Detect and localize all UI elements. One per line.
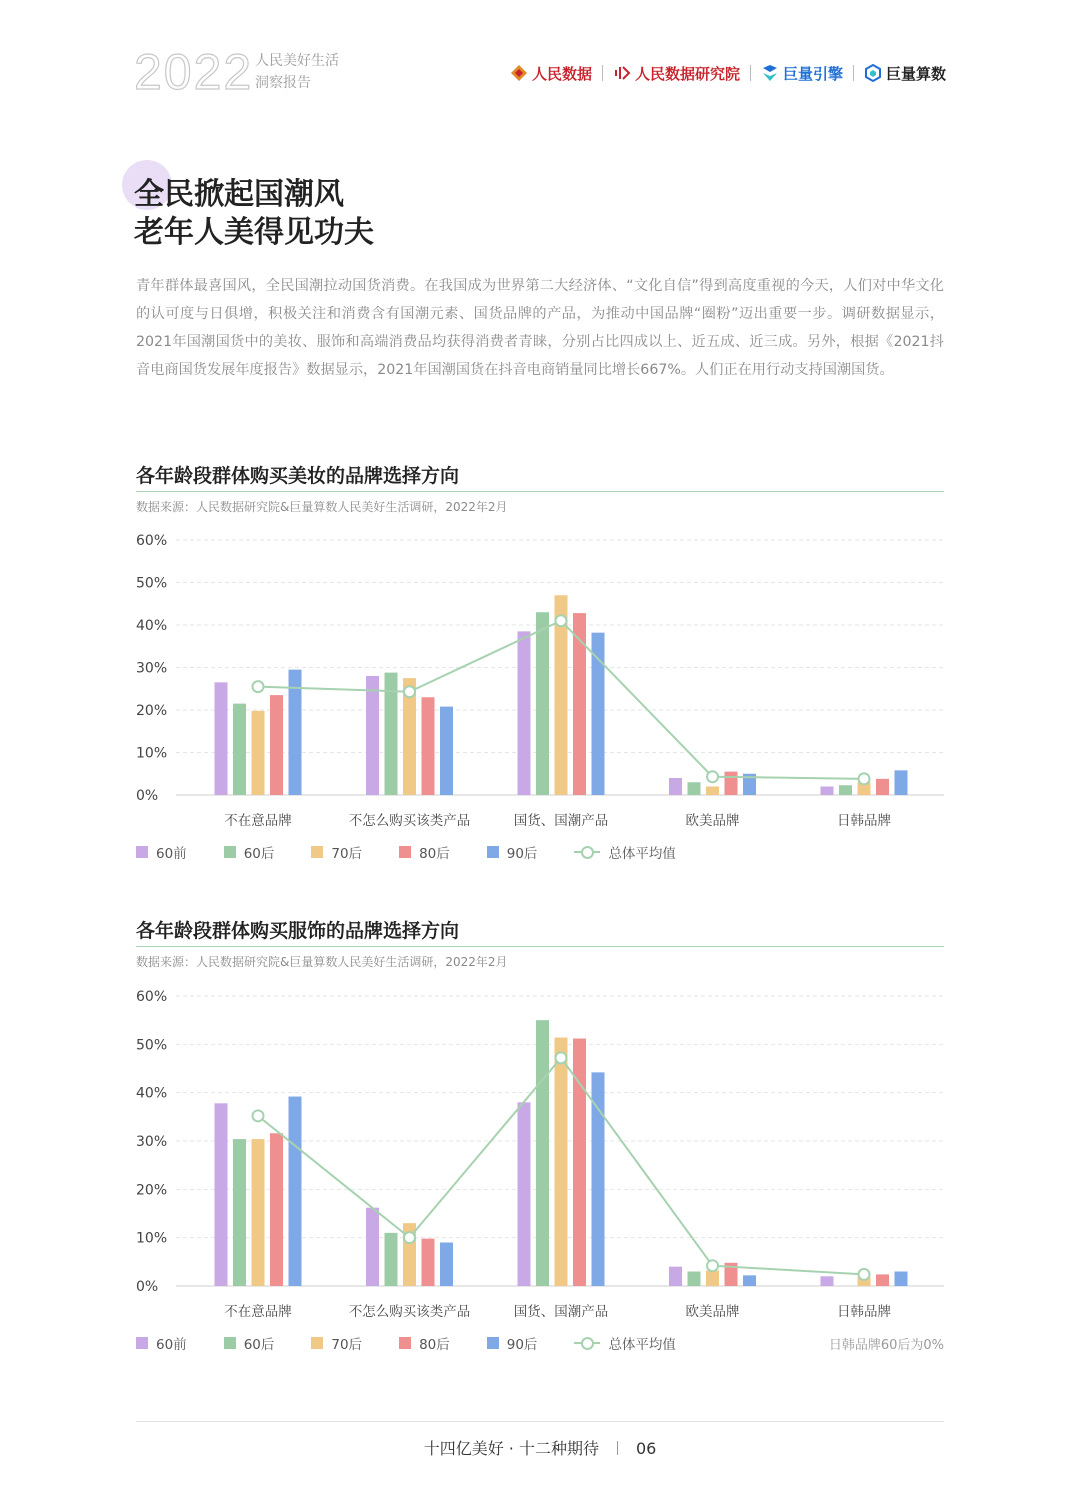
bar-4-cat-2: [592, 1072, 605, 1286]
diamond-logo-icon: [510, 64, 528, 82]
bar-0-cat-3: [669, 1267, 682, 1286]
page-header: [0, 0, 1080, 110]
bar-3-cat-0: [270, 1133, 283, 1286]
legend-label: 60前: [156, 846, 187, 862]
bar-2-cat-0: [252, 711, 265, 795]
bar-2-cat-3: [706, 787, 719, 796]
average-point-4: [859, 1269, 870, 1280]
bar-0-cat-1: [366, 676, 379, 795]
ocean-analytics-logo-icon: [864, 64, 882, 82]
report-year: 2022: [134, 44, 254, 100]
bar-1-cat-3: [688, 782, 701, 795]
average-point-2: [556, 615, 567, 626]
x-category-label: 日韩品牌: [837, 1304, 891, 1320]
bar-2-cat-2: [555, 1038, 568, 1286]
logo-ocean-analytics-text: 巨量算数: [885, 64, 946, 83]
y-tick-label: 40%: [136, 1085, 168, 1102]
bar-0-cat-2: [518, 631, 531, 795]
legend-item-60-before: [136, 842, 187, 862]
report-subtitle-line1: 人民美好生活: [255, 53, 339, 69]
report-subtitle-line2: 洞察报告: [255, 75, 311, 91]
x-category-label: 欧美品牌: [685, 1304, 740, 1320]
y-tick-label: 50%: [136, 575, 168, 592]
bar-3-cat-4: [876, 779, 889, 795]
average-point-1: [404, 686, 415, 697]
y-tick-label: 60%: [136, 533, 168, 549]
x-category-label: 国货、国潮产品: [513, 1304, 609, 1320]
partner-logos: [510, 58, 946, 88]
chart1-legend: [136, 842, 713, 862]
bar-4-cat-2: [592, 633, 605, 795]
logo-divider: [853, 65, 854, 81]
average-point-2: [556, 1052, 567, 1063]
x-category-label: 不怎么购买该类产品: [348, 1304, 471, 1320]
bar-4-cat-1: [440, 707, 453, 795]
logo-ocean-engine-text: 巨量引擎: [782, 64, 843, 83]
chart2-apparel-brand-choice: [0, 982, 1080, 1322]
bar-3-cat-1: [422, 1239, 435, 1286]
legend-item-90s: [487, 1333, 538, 1353]
footer-divider: [617, 1441, 618, 1455]
y-tick-label: 20%: [136, 1182, 168, 1199]
average-point-0: [253, 681, 264, 692]
bar-0-cat-0: [215, 682, 228, 795]
legend-label: 80后: [419, 1337, 450, 1353]
logo-divider: [602, 65, 603, 81]
y-tick-label: 10%: [136, 745, 168, 762]
logo-divider: [750, 65, 751, 81]
legend-item-80s: [399, 1333, 450, 1353]
average-point-3: [707, 771, 718, 782]
chart1-title: 各年龄段群体购买美妆的品牌选择方向: [136, 465, 460, 487]
legend-swatch: [136, 846, 148, 858]
legend-item-60-before: [136, 1333, 187, 1353]
ocean-engine-logo-icon: [761, 64, 779, 82]
chart2-legend: [136, 1333, 713, 1353]
chart1-beauty-brand-choice: [0, 525, 1080, 830]
y-tick-label: 10%: [136, 1230, 168, 1247]
average-point-1: [404, 1232, 415, 1243]
page-footer: [0, 1436, 1080, 1459]
bar-1-cat-2: [536, 612, 549, 795]
bar-1-cat-0: [233, 1139, 246, 1286]
logo-ocean-analytics: [864, 63, 946, 84]
bar-4-cat-4: [895, 1272, 908, 1287]
legend-swatch: [136, 1337, 148, 1349]
chart2-footnote: 日韩品牌60后为0%: [828, 1338, 944, 1353]
bar-0-cat-3: [669, 778, 682, 795]
x-category-label: 不在意品牌: [224, 1304, 292, 1320]
x-category-label: 不怎么购买该类产品: [348, 813, 471, 829]
legend-swatch: [487, 846, 499, 858]
x-category-label: 欧美品牌: [685, 813, 740, 829]
legend-item-60s: [224, 1333, 275, 1353]
legend-label: 70后: [331, 1337, 363, 1353]
bar-0-cat-4: [821, 1276, 834, 1286]
legend-label: 90后: [506, 846, 538, 862]
logo-ocean-engine: [761, 63, 843, 84]
legend-swatch: [399, 846, 411, 858]
chart2-title: 各年龄段群体购买服饰的品牌选择方向: [136, 920, 460, 942]
legend-label: 60后: [243, 1337, 275, 1353]
section-title-line1: 全民掀起国潮风: [134, 177, 344, 212]
legend-swatch: [224, 1337, 236, 1349]
bar-0-cat-4: [821, 787, 834, 796]
logo-people-data-institute: [613, 63, 740, 84]
bar-2-cat-3: [706, 1271, 719, 1286]
y-tick-label: 40%: [136, 618, 168, 634]
y-tick-label: 30%: [136, 660, 168, 677]
legend-label: 60后: [243, 846, 275, 862]
legend-swatch: [311, 846, 323, 858]
bar-1-cat-2: [536, 1020, 549, 1286]
legend-line-marker: [574, 846, 600, 858]
bar-0-cat-0: [215, 1103, 228, 1286]
bar-1-cat-1: [385, 1233, 398, 1286]
legend-item-80s: [399, 842, 450, 862]
section-title: [134, 176, 374, 252]
bar-4-cat-4: [895, 770, 908, 795]
footer-text: 十四亿美好 · 十二种期待: [423, 1439, 599, 1458]
average-point-3: [707, 1260, 718, 1271]
legend-item-average: [574, 842, 676, 862]
chart1-source: 数据来源：人民数据研究院&巨量算数人民美好生活调研，2022年2月: [136, 500, 508, 514]
bar-1-cat-4: [839, 785, 852, 795]
legend-swatch: [311, 1337, 323, 1349]
legend-line-marker: [574, 1337, 600, 1349]
bar-3-cat-0: [270, 695, 283, 795]
legend-item-70s: [311, 842, 362, 862]
bar-0-cat-1: [366, 1208, 379, 1286]
legend-swatch: [487, 1337, 499, 1349]
legend-label: 60前: [156, 1337, 187, 1353]
logo-people-data: [510, 63, 592, 84]
legend-label: 90后: [506, 1337, 538, 1353]
bar-4-cat-1: [440, 1243, 453, 1287]
legend-label: 总体平均值: [608, 846, 676, 862]
x-category-label: 不在意品牌: [224, 813, 292, 829]
legend-swatch: [224, 846, 236, 858]
bar-2-cat-0: [252, 1139, 265, 1286]
y-tick-label: 0%: [136, 1279, 159, 1295]
chart2-title-rule: [136, 946, 944, 947]
y-tick-label: 60%: [136, 989, 168, 1005]
legend-item-60s: [224, 842, 275, 862]
legend-item-70s: [311, 1333, 362, 1353]
bar-3-cat-1: [422, 697, 435, 795]
legend-item-90s: [487, 842, 538, 862]
intro-paragraph: 青年群体最喜国风，全民国潮拉动国货消费。在我国成为世界第二大经济体、“文化自信”得到高度重视的今天，人们对中华文化的认可度与日俱增，积极关注和消费含有国潮元素、国货品牌的产品，为推动中国品牌“圈粉”迈出重要一步。调研数据显示，2021年国潮国货中的美妆、服饰和高端消费品均获得消费者青睐，分别占比四成以上、近五成、近三成。另外，根据《2021抖音电商国货发展年度报告》数据显示，2021年国潮国货在抖音电商销量同比增长667%。人们正在用行动支持国潮国货。: [136, 278, 944, 378]
legend-item-average: [574, 1333, 676, 1353]
y-tick-label: 20%: [136, 703, 168, 719]
signal-logo-icon: [613, 64, 631, 82]
bar-1-cat-3: [688, 1272, 701, 1287]
bar-3-cat-3: [725, 772, 738, 795]
y-tick-label: 0%: [136, 788, 159, 804]
y-tick-label: 30%: [136, 1134, 168, 1150]
logo-people-data-institute-text: 人民数据研究院: [634, 64, 740, 83]
legend-label: 总体平均值: [608, 1337, 676, 1353]
logo-people-data-text: 人民数据: [531, 64, 592, 83]
bar-4-cat-0: [289, 1097, 302, 1286]
average-point-4: [859, 773, 870, 784]
legend-label: 70后: [331, 846, 363, 862]
average-point-0: [253, 1110, 264, 1121]
legend-swatch: [399, 1337, 411, 1349]
bar-1-cat-0: [233, 704, 246, 795]
chart1-title-rule: [136, 491, 944, 492]
bar-3-cat-4: [876, 1274, 889, 1286]
page-number: 06: [635, 1439, 657, 1458]
legend-label: 80后: [419, 846, 450, 862]
footer-rule: [136, 1421, 944, 1422]
bar-0-cat-2: [518, 1102, 531, 1286]
section-title-line2: 老年人美得见功夫: [134, 215, 374, 250]
bar-4-cat-3: [743, 1275, 756, 1286]
chart2-source: 数据来源：人民数据研究院&巨量算数人民美好生活调研，2022年2月: [136, 955, 508, 969]
x-category-label: 日韩品牌: [837, 813, 891, 829]
y-tick-label: 50%: [136, 1037, 168, 1054]
x-category-label: 国货、国潮产品: [513, 813, 609, 829]
